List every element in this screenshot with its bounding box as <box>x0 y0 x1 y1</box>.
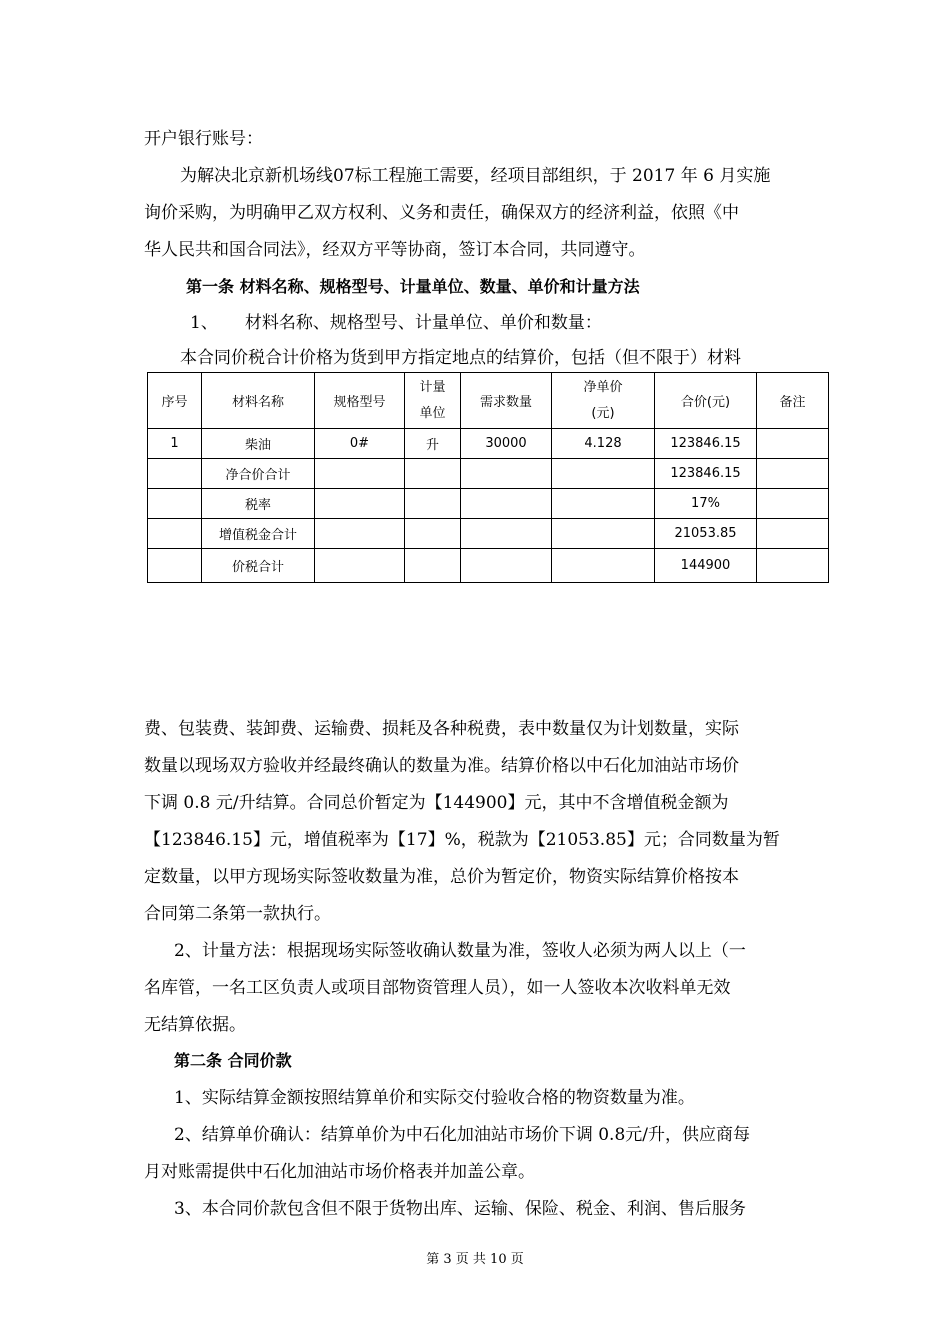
cell: 30000 <box>461 429 552 459</box>
cell <box>148 459 202 489</box>
intro-line-1: 为解决北京新机场线07标工程施工需要，经项目部组织，于 2017 年 6 月实施 <box>180 166 771 186</box>
header-cell <box>405 373 461 429</box>
cell <box>461 549 552 583</box>
body-line: 3、本合同价款包含但不限于货物出库、运输、保险、税金、利润、售后服务 <box>174 1199 746 1219</box>
body-line: 合同第二条第一款执行。 <box>144 904 331 924</box>
cell: 柴油 <box>202 429 315 459</box>
cell <box>315 549 405 583</box>
cell <box>757 489 829 519</box>
price-line: 本合同价税合计价格为货到甲方指定地点的结算价，包括（但不限于）材料 <box>180 348 741 368</box>
article-2-heading: 第二条 合同价款 <box>174 1051 292 1070</box>
cell <box>552 519 655 549</box>
cell <box>148 549 202 583</box>
page-number-footer: 第 3 页 共 10 页 <box>426 1252 524 1267</box>
cell <box>461 519 552 549</box>
cell <box>315 489 405 519</box>
cell <box>552 489 655 519</box>
header-cell: 合价(元) <box>655 373 757 429</box>
materials-table <box>147 372 829 583</box>
body-line: 下调 0.8 元/升结算。合同总价暂定为【144900】元，其中不含增值税金额为 <box>144 793 729 813</box>
header-cell: 需求数量 <box>461 373 552 429</box>
body-line: 数量以现场双方验收并经最终确认的数量为准。结算价格以中石化加油站市场价 <box>144 756 739 776</box>
cell <box>405 459 461 489</box>
cell: 价税合计 <box>202 549 315 583</box>
body-line: 2、结算单价确认：结算单价为中石化加油站市场价下调 0.8元/升，供应商每 <box>174 1125 750 1145</box>
cell: 17% <box>655 489 757 519</box>
body-line: 1、实际结算金额按照结算单价和实际交付验收合格的物资数量为准。 <box>174 1088 695 1108</box>
body-line: 无结算依据。 <box>144 1015 246 1035</box>
body-line: 名库管，一名工区负责人或项目部物资管理人员），如一人签收本次收料单无效 <box>144 978 731 998</box>
cell <box>405 489 461 519</box>
body-line: 【123846.15】元，增值税率为【17】%，税款为【21053.85】元；合同数量为暂 <box>144 830 780 850</box>
header-cell <box>552 373 655 429</box>
table-row <box>148 549 829 583</box>
cell: 144900 <box>655 549 757 583</box>
cell <box>405 519 461 549</box>
cell: 税率 <box>202 489 315 519</box>
article-1-heading: 第一条 材料名称、规格型号、计量单位、数量、单价和计量方法 <box>186 277 640 296</box>
body-line: 月对账需提供中石化加油站市场价格表并加盖公章。 <box>144 1162 535 1182</box>
cell: 1 <box>148 429 202 459</box>
cell: 净合价合计 <box>202 459 315 489</box>
cell <box>148 519 202 549</box>
cell <box>461 459 552 489</box>
table-row <box>148 519 829 549</box>
cell: 0# <box>315 429 405 459</box>
cell: 123846.15 <box>655 429 757 459</box>
body-line: 费、包装费、装卸费、运输费、损耗及各种税费，表中数量仅为计划数量，实际 <box>144 719 739 739</box>
cell <box>757 549 829 583</box>
body-line: 定数量，以甲方现场实际签收数量为准，总价为暂定价，物资实际结算价格按本 <box>144 867 739 887</box>
cell: 21053.85 <box>655 519 757 549</box>
header-price-bottom: (元) <box>591 405 615 421</box>
table-row <box>148 429 829 459</box>
bank-account-line: 开户银行账号： <box>144 129 263 149</box>
cell <box>315 459 405 489</box>
cell: 123846.15 <box>655 459 757 489</box>
cell <box>461 489 552 519</box>
cell <box>148 489 202 519</box>
header-cell: 备注 <box>757 373 829 429</box>
cell <box>552 459 655 489</box>
cell <box>757 459 829 489</box>
header-cell: 序号 <box>148 373 202 429</box>
cell <box>315 519 405 549</box>
header-unit-bottom: 单位 <box>419 405 446 421</box>
intro-line-3: 华人民共和国合同法》，经双方平等协商，签订本合同，共同遵守。 <box>144 240 646 260</box>
intro-line-2: 询价采购，为明确甲乙双方权利、义务和责任，确保双方的经济利益，依照《中 <box>144 203 739 223</box>
header-cell: 材料名称 <box>202 373 315 429</box>
cell <box>405 549 461 583</box>
header-unit-top: 计量 <box>419 379 446 395</box>
cell <box>757 429 829 459</box>
cell <box>552 549 655 583</box>
cell <box>757 519 829 549</box>
body-line: 2、计量方法：根据现场实际签收确认数量为准，签收人必须为两人以上（一 <box>174 941 746 961</box>
table-row <box>148 459 829 489</box>
cell: 升 <box>405 429 461 459</box>
item-1-line: 1、 材料名称、规格型号、计量单位、单价和数量： <box>190 313 602 333</box>
header-price-top: 净单价 <box>583 379 623 395</box>
table-row <box>148 489 829 519</box>
cell: 4.128 <box>552 429 655 459</box>
cell: 增值税金合计 <box>202 519 315 549</box>
table-header-row <box>148 373 829 429</box>
header-cell: 规格型号 <box>315 373 405 429</box>
